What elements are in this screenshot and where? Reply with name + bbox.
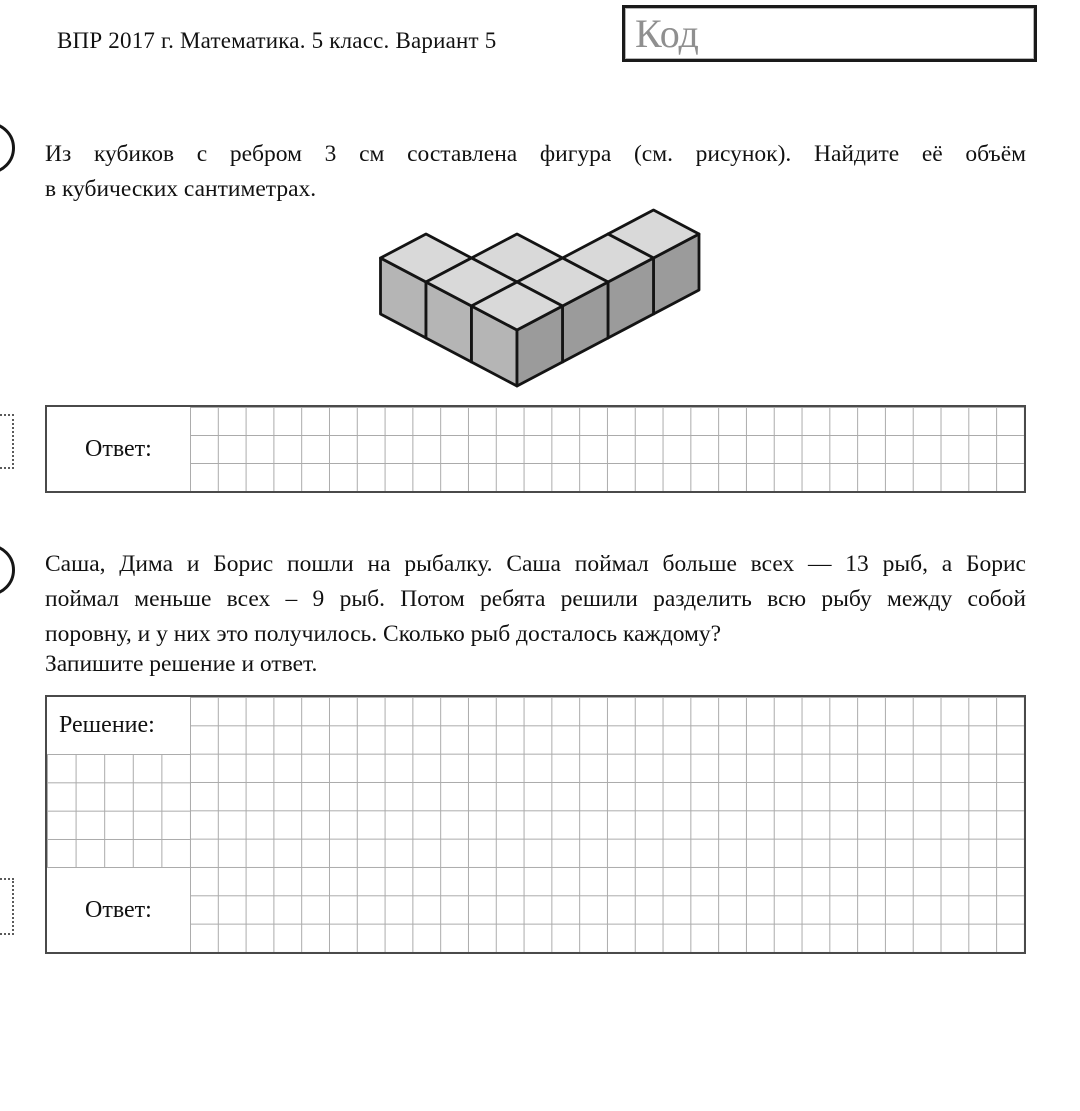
task2-instruction: Запишите решение и ответ. bbox=[45, 651, 318, 677]
page-title: ВПР 2017 г. Математика. 5 класс. Вариант 5 bbox=[57, 28, 497, 53]
task1-text: Из кубиков с ребром 3 см составлена фигура (см. рисунок). Найдите её объём в кубических сантиметрах. bbox=[45, 141, 1026, 202]
task2-answer-label: Ответ: bbox=[85, 896, 152, 923]
task1-answer-label: Ответ: bbox=[85, 435, 152, 462]
task2-solution-label: Решение: bbox=[59, 711, 155, 738]
task1-answer-grid[interactable] bbox=[190, 407, 1024, 491]
margin-marker-box-2 bbox=[0, 878, 14, 935]
task2-solution-grid-left[interactable] bbox=[47, 754, 190, 867]
task2-solution-label-cell bbox=[47, 697, 190, 753]
task2-number-circle bbox=[0, 544, 15, 596]
task1-answer-box[interactable] bbox=[45, 405, 1026, 493]
task2-solution-grid[interactable] bbox=[190, 697, 1024, 952]
task2-text: Саша, Дима и Борис пошли на рыбалку. Саша поймал больше всех — 13 рыб, а Борис поймал меньше всех – 9 рыб. Потом ребята решили разделить всю рыбу между собой поровну, и у них это получилось. Сколько рыб досталось каждому? bbox=[45, 551, 1026, 647]
task1-answer-label-cell bbox=[47, 407, 190, 491]
task1-number-circle bbox=[0, 122, 15, 174]
cubes-figure bbox=[330, 195, 730, 405]
code-box-label: Код bbox=[635, 10, 699, 56]
margin-marker-box-1 bbox=[0, 414, 14, 469]
code-input-box[interactable] bbox=[622, 5, 1037, 62]
task2-answer-label-cell bbox=[47, 867, 190, 952]
task2-solution-box[interactable] bbox=[45, 695, 1026, 954]
